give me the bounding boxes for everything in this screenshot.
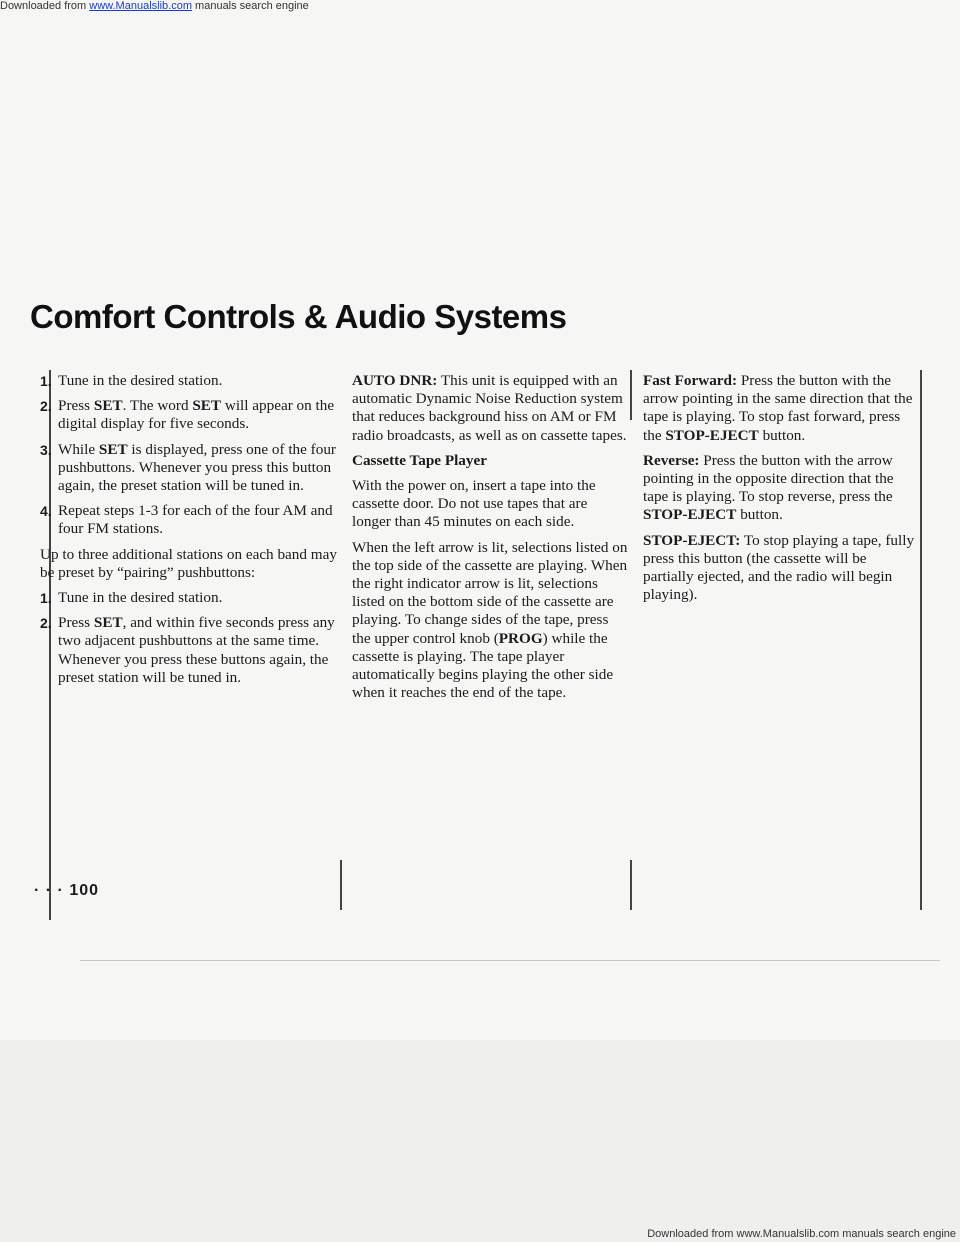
- bottom-divider: [80, 960, 940, 961]
- step-number: 3.: [40, 441, 52, 458]
- step-text: Tune in the desired station.: [58, 589, 223, 607]
- step-item: [40, 589, 338, 607]
- download-prefix: Downloaded from: [0, 0, 87, 12]
- auto-dnr-paragraph: AUTO DNR: This unit is equipped with an automatic Dynamic Noise Reduction system that reduces background hiss on AM or FM radio broadcasts, as well as on cassette tapes.: [352, 372, 627, 444]
- step-number: 2.: [40, 615, 52, 632]
- pairing-paragraph: Up to three additional stations on each band may be preset by “pairing” pushbuttons:: [40, 545, 337, 581]
- page-title: Comfort Controls & Audio Systems: [30, 298, 567, 335]
- download-header: [0, 0, 309, 12]
- step-item: [40, 441, 338, 496]
- watermark-footer: Downloaded from www.Manualslib.com manuals search engine: [647, 1228, 956, 1240]
- reverse-paragraph: Reverse: Press the button with the arrow pointing in the opposite direction that the tape is playing. To stop reverse, press the STOP-EJECT button.: [643, 451, 894, 524]
- page-number: [34, 882, 99, 900]
- step-number: 1.: [40, 373, 52, 389]
- step-text: Press SET, and within five seconds press any two adjacent pushbuttons at the same time. Whenever you press these buttons again, the preset station will be tuned in.: [58, 614, 335, 686]
- right-column: [643, 372, 917, 611]
- column-divider-1: [340, 860, 342, 910]
- stop-eject-label: STOP-EJECT:: [643, 531, 741, 549]
- reverse-label: Reverse:: [643, 451, 700, 469]
- middle-column: [352, 372, 628, 709]
- stop-eject-paragraph: STOP-EJECT: To stop playing a tape, fully press this button (the cassette will be partially ejected, and the radio will begin playing).: [643, 531, 915, 604]
- page-marker: · · ·: [34, 882, 64, 899]
- step-text: Press SET. The word SET will appear on the digital display for five seconds.: [58, 397, 335, 433]
- step-text: Tune in the desired station.: [58, 372, 223, 389]
- page-number-value: 100: [69, 882, 100, 899]
- step-number: 1.: [40, 590, 52, 607]
- column-divider-2-lower: [630, 860, 632, 910]
- step-item: [40, 372, 338, 390]
- fast-forward-label: Fast Forward:: [643, 372, 738, 389]
- step-item: [40, 397, 338, 433]
- step-item: [40, 502, 338, 538]
- cassette-heading: Cassette Tape Player: [352, 451, 487, 469]
- manualslib-link[interactable]: www.Manualslib.com: [89, 0, 192, 12]
- step-text: Repeat steps 1-3 for each of the four AM and four FM stations.: [58, 502, 333, 538]
- auto-dnr-label: AUTO DNR:: [352, 372, 438, 389]
- download-suffix: manuals search engine: [195, 0, 309, 12]
- column-divider-2: [630, 370, 632, 420]
- cassette-paragraph-1: With the power on, insert a tape into the cassette door. Do not use tapes that are longer than 45 minutes on each side.: [352, 477, 596, 531]
- step-item: [40, 614, 338, 687]
- left-column: [40, 372, 338, 694]
- cassette-paragraph-2: When the left arrow is lit, selections listed on the top side of the cassette are playing. When the right indicator arrow is lit, selections listed on the bottom side of the cassette are playing. To change sides of the tape, press the upper control knob (PROG) while the cassette is playing. The tape player automatically begins playing the other side when it reaches the end of the tape.: [352, 538, 628, 702]
- fast-forward-paragraph: Fast Forward: Press the button with the arrow pointing in the same direction that the tape is playing. To stop fast forward, press the STOP-EJECT button.: [643, 372, 913, 444]
- right-margin-rule: [920, 370, 922, 910]
- step-text: While SET is displayed, press one of the four pushbuttons. Whenever you press this button again, the preset station will be tuned in.: [58, 440, 336, 495]
- step-number: 2.: [40, 398, 52, 415]
- step-number: 4.: [40, 503, 52, 520]
